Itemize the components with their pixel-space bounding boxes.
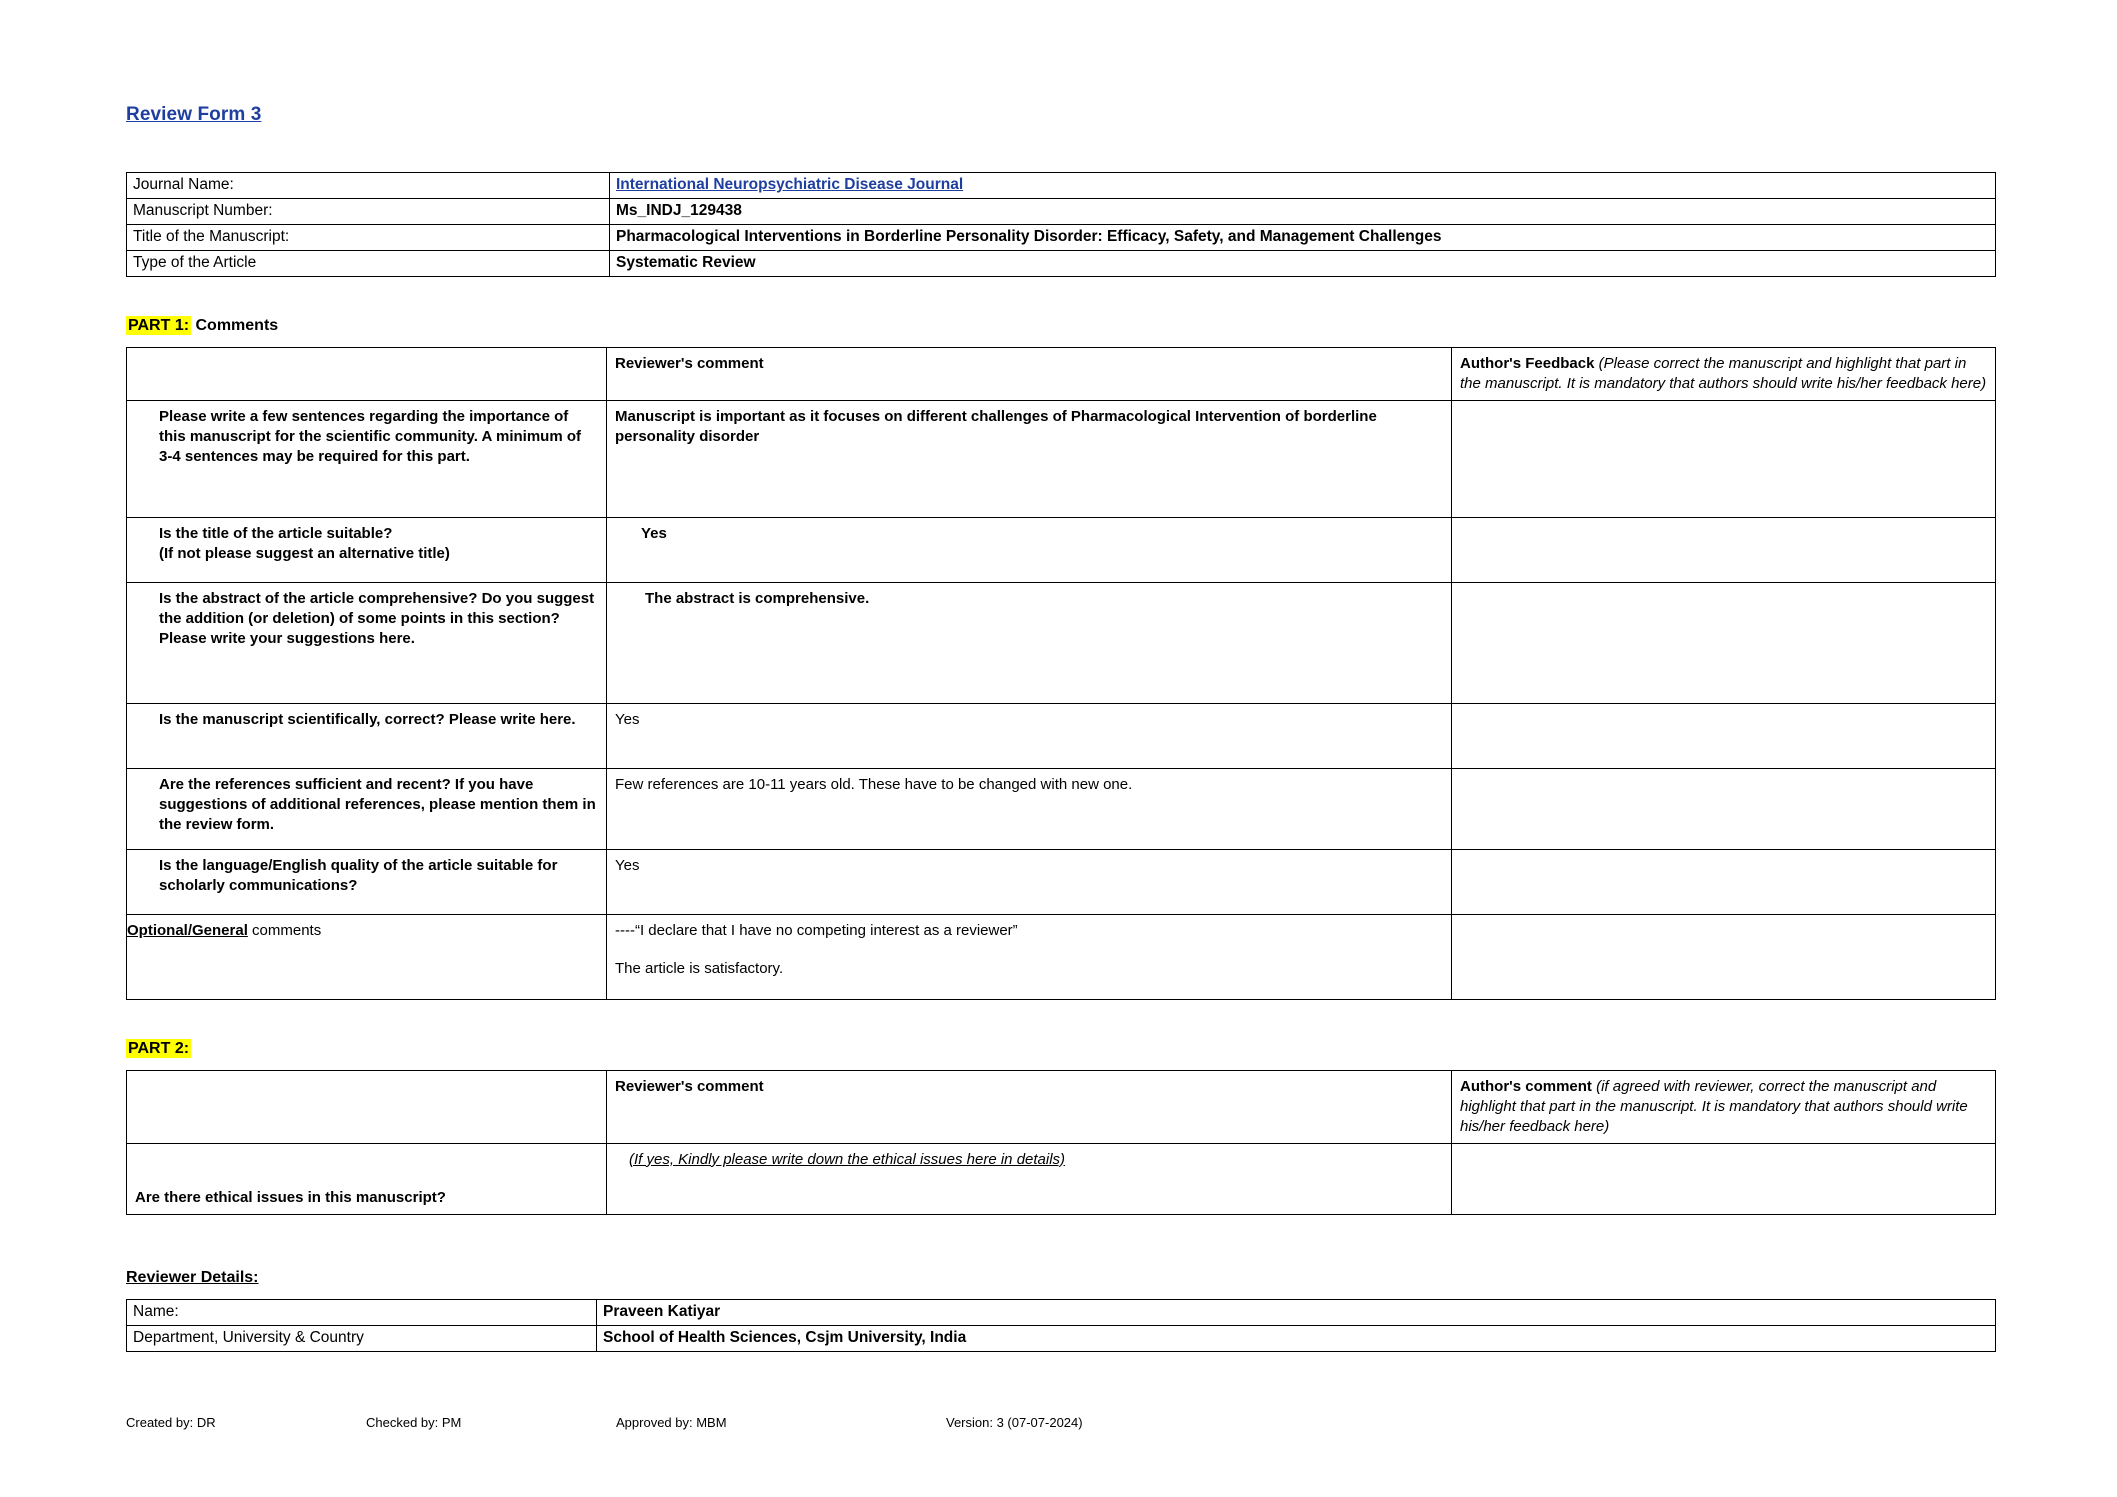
meta-label-title: Title of the Manuscript: [127,225,610,251]
table-row [127,1143,1996,1214]
table-row [127,400,1996,517]
question-title-suitable [127,517,607,582]
part1-heading-highlight: PART 1: [128,317,190,334]
table-row [127,914,1996,999]
question-title-suitable-line2: (If not please suggest an alternative title) [159,544,450,562]
table-row [127,251,1996,277]
reviewer-comment-language-quality[interactable]: Yes [607,849,1452,914]
question-abstract: Is the abstract of the article comprehensive? Do you suggest the addition (or deletion) of some points in this section? Please write your suggestions here. [127,582,607,703]
reviewer-department-value: School of Health Sciences, Csjm University, India [597,1325,1996,1351]
document-footer [126,1415,1996,1430]
table-row [127,173,1996,199]
part2-header-blank [127,1070,607,1143]
question-title-suitable-line1: Is the title of the article suitable? [159,524,393,542]
author-feedback-scientific-correct[interactable] [1452,703,1996,768]
author-feedback-title-suitable[interactable] [1452,517,1996,582]
reviewer-comment-ethical-issues[interactable]: (If yes, Kindly please write down the ethical issues here in details) [607,1143,1452,1214]
question-importance: Please write a few sentences regarding the importance of this manuscript for the scientific community. A minimum of 3-4 sentences may be required for this part. [127,400,607,517]
table-row [127,1325,1996,1351]
part1-header-blank [127,348,607,401]
reviewer-name-label: Name: [127,1299,597,1325]
author-feedback-optional-general[interactable] [1452,914,1996,999]
part2-heading [126,1040,1996,1058]
meta-value-manuscript-number: Ms_INDJ_129438 [610,199,1996,225]
footer-version: Version: 3 (07-07-2024) [946,1415,1083,1430]
reviewer-comment-scientific-correct[interactable]: Yes [607,703,1452,768]
author-comment-note: (if agreed with reviewer, correct the manuscript and highlight that part in the manuscript. It is mandatory that authors should write his/her feedback here) [1460,1077,1968,1135]
meta-value-article-type: Systematic Review [610,251,1996,277]
meta-value-title: Pharmacological Interventions in Borderline Personality Disorder: Efficacy, Safety, and Management Challenges [610,225,1996,251]
author-comment-label: Author's comment [1460,1077,1597,1095]
part1-heading-rest: Comments [191,317,279,334]
part1-heading [126,317,1996,335]
part1-header-reviewer-comment: Reviewer's comment [607,348,1452,401]
part1-table [126,347,1996,1000]
table-row [127,768,1996,849]
author-feedback-language-quality[interactable] [1452,849,1996,914]
table-row [127,849,1996,914]
author-feedback-references[interactable] [1452,768,1996,849]
reviewer-details-table [126,1299,1996,1352]
part2-header-row [127,1070,1996,1143]
optional-comment-line2: The article is satisfactory. [615,959,784,977]
footer-created-by: Created by: DR [126,1415,216,1430]
table-row [127,199,1996,225]
optional-general-plain: comments [247,921,322,939]
table-row [127,517,1996,582]
part2-table [126,1070,1996,1215]
table-row [127,225,1996,251]
reviewer-details-heading: Reviewer Details: [126,1268,259,1286]
part1-header-author-feedback [1452,348,1996,401]
reviewer-comment-title-suitable[interactable]: Yes [607,517,1452,582]
reviewer-comment-importance[interactable]: Manuscript is important as it focuses on different challenges of Pharmacological Intervention of borderline personality disorder [607,400,1452,517]
table-row [127,1299,1996,1325]
part2-heading-highlight: PART 2: [128,1039,190,1057]
reviewer-department-label: Department, University & Country [127,1325,597,1351]
optional-comment-spacer [615,941,1443,959]
optional-general-underlined: Optional/General [127,921,248,939]
reviewer-comment-optional-general[interactable] [607,914,1452,999]
reviewer-comment-references[interactable]: Few references are 10-11 years old. These have to be changed with new one. [607,768,1452,849]
part2-header-reviewer-comment: Reviewer's comment [607,1070,1452,1143]
journal-name-link[interactable]: International Neuropsychiatric Disease Journal [616,176,964,193]
question-ethical-issues: Are there ethical issues in this manuscript? [127,1143,607,1214]
part1-header-row [127,348,1996,401]
meta-label-manuscript-number: Manuscript Number: [127,199,610,225]
meta-label-article-type: Type of the Article [127,251,610,277]
author-feedback-abstract[interactable] [1452,582,1996,703]
meta-value-journal [610,173,1996,199]
reviewer-comment-abstract[interactable]: The abstract is comprehensive. [607,582,1452,703]
footer-checked-by: Checked by: PM [366,1415,462,1430]
author-comment-ethical-issues[interactable] [1452,1143,1996,1214]
optional-comment-line1: ----“I declare that I have no competing interest as a reviewer” [615,921,1018,939]
reviewer-name-value: Praveen Katiyar [597,1299,1996,1325]
table-row [127,582,1996,703]
table-row [127,703,1996,768]
question-language-quality: Is the language/English quality of the article suitable for scholarly communications? [127,849,607,914]
manuscript-meta-table [126,172,1996,277]
author-feedback-note: (Please correct the manuscript and highlight that part in the manuscript. It is mandatory that authors should write his/her feedback here) [1460,355,1987,392]
page-title: Review Form 3 [126,104,262,125]
author-feedback-importance[interactable] [1452,400,1996,517]
document-content [126,104,1996,1352]
footer-approved-by: Approved by: MBM [616,1415,727,1430]
part2-header-author-comment [1452,1070,1996,1143]
meta-label-journal: Journal Name: [127,173,610,199]
author-feedback-label: Author's Feedback [1460,355,1599,372]
question-scientific-correct: Is the manuscript scientifically, correct? Please write here. [127,703,607,768]
question-optional-general [127,914,607,999]
question-references: Are the references sufficient and recent? If you have suggestions of additional references, please mention them in the review form. [127,768,607,849]
